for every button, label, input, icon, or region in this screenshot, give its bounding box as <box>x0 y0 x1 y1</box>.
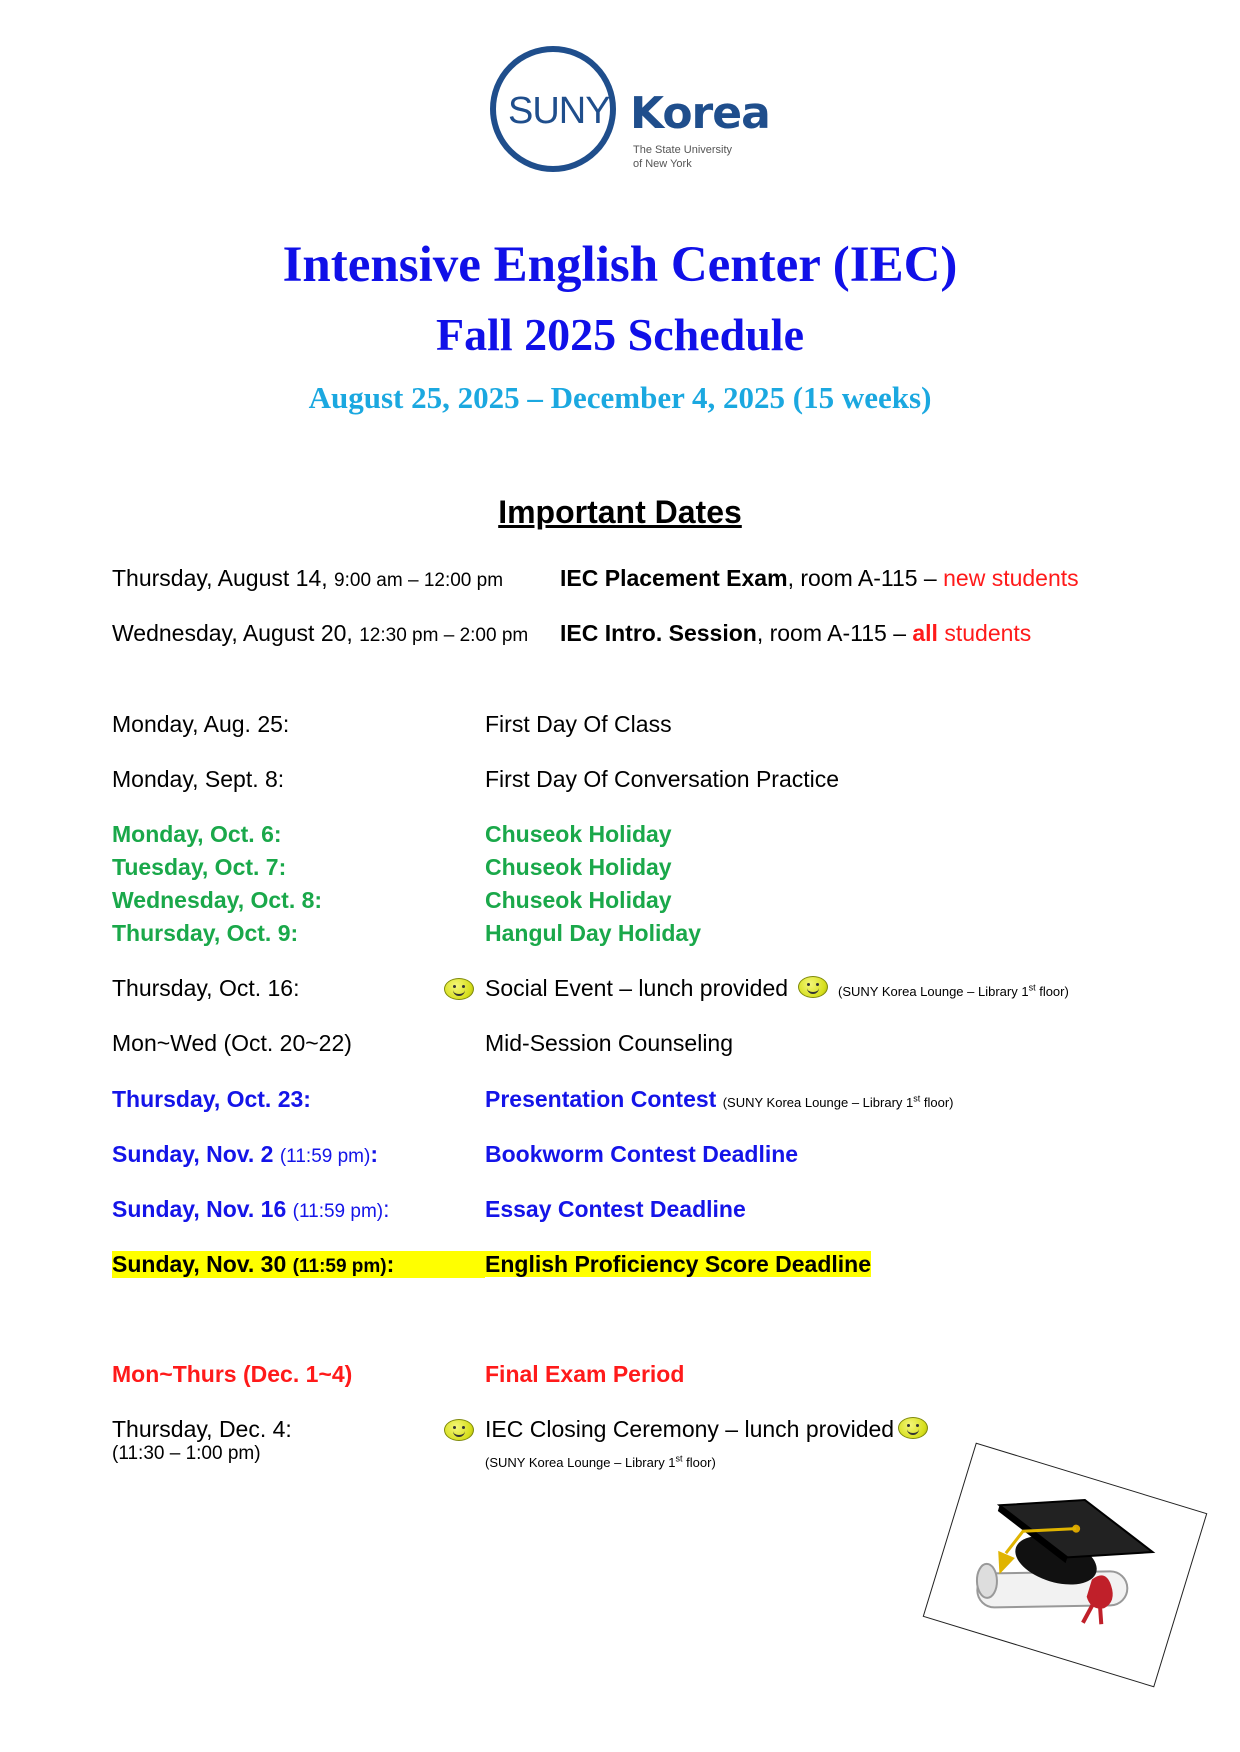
holiday-event: Chuseok Holiday <box>485 887 672 913</box>
location-text: (SUNY Korea Lounge – Library 1 <box>722 1095 914 1110</box>
essay-time: (11:59 pm) <box>292 1201 384 1222</box>
placement-audience: new students <box>943 565 1079 591</box>
important-dates-heading: Important Dates <box>498 494 742 530</box>
holiday-event: Chuseok Holiday <box>485 821 672 847</box>
location-text: (SUNY Korea Lounge – Library 1 <box>838 984 1029 999</box>
social-location <box>838 984 1069 999</box>
graduation-cap-icon <box>924 1444 1206 1686</box>
logo-korea: Korea <box>630 88 770 139</box>
intro-time: 12:30 pm – 2:00 pm <box>359 625 529 646</box>
colon: : <box>386 1251 395 1277</box>
placement-time: 9:00 am – 12:00 pm <box>334 570 504 591</box>
first-class-event: First Day Of Class <box>485 711 672 737</box>
counseling-row <box>112 1030 734 1057</box>
closing-location <box>485 1446 716 1473</box>
intro-day: Wednesday, August 20, <box>112 620 360 646</box>
location-sup: st <box>913 1093 921 1104</box>
bookworm-time: (11:59 pm) <box>279 1146 371 1167</box>
presentation-row <box>112 1086 954 1113</box>
presentation-location <box>723 1095 954 1110</box>
presentation-date: Thursday, Oct. 23: <box>112 1086 311 1112</box>
location-text: floor) <box>920 1095 954 1110</box>
conversation-row <box>112 766 840 793</box>
proficiency-date: Sunday, Nov. 30 <box>112 1251 287 1277</box>
proficiency-row <box>112 1251 871 1278</box>
holiday-date: Monday, Oct. 6: <box>112 821 282 847</box>
date-range: August 25, 2025 – December 4, 2025 (15 weeks) <box>308 380 932 415</box>
placement-day: Thursday, August 14, <box>112 565 335 591</box>
presentation-event: Presentation Contest <box>485 1086 717 1112</box>
first-class-date: Monday, Aug. 25: <box>112 711 290 737</box>
graduation-cap-picture <box>923 1443 1208 1688</box>
counseling-event: Mid-Session Counseling <box>485 1030 734 1056</box>
placement-event: IEC Placement Exam <box>560 565 788 591</box>
placement-room: , room A-115 – <box>787 565 944 591</box>
bookworm-row <box>112 1141 799 1168</box>
conversation-date: Monday, Sept. 8: <box>112 766 285 792</box>
smiley-icon <box>898 1417 928 1439</box>
social-date: Thursday, Oct. 16: <box>112 975 300 1001</box>
first-class-row <box>112 711 672 738</box>
location-text: floor) <box>682 1455 716 1470</box>
closing-time: (11:30 – 1:00 pm) <box>112 1443 261 1464</box>
center-title: Intensive English Center (IEC) <box>282 237 958 293</box>
essay-event: Essay Contest Deadline <box>485 1196 746 1222</box>
holiday-row <box>112 920 701 947</box>
closing-date: Thursday, Dec. 4: <box>112 1416 292 1442</box>
location-text: (SUNY Korea Lounge – Library 1 <box>485 1455 676 1470</box>
logo-tagline-2: of New York <box>633 158 692 170</box>
social-event-row <box>112 975 1069 1002</box>
intro-event: IEC Intro. Session <box>560 620 757 646</box>
closing-row <box>112 1416 895 1443</box>
holiday-date: Thursday, Oct. 9: <box>112 920 299 946</box>
suny-korea-logo <box>480 44 780 194</box>
colon: : <box>383 1196 390 1222</box>
location-sup: st <box>675 1453 683 1464</box>
holiday-row <box>112 821 672 848</box>
intro-room: , room A-115 – <box>756 620 913 646</box>
holiday-date: Wednesday, Oct. 8: <box>112 887 323 913</box>
closing-event: IEC Closing Ceremony – lunch provided <box>485 1416 895 1442</box>
holiday-event: Chuseok Holiday <box>485 854 672 880</box>
holiday-date: Tuesday, Oct. 7: <box>112 854 287 880</box>
intro-session-row <box>112 620 1032 647</box>
logo-tagline-1: The State University <box>633 144 733 156</box>
smiley-icon <box>444 1419 474 1441</box>
smiley-icon <box>444 978 474 1000</box>
finals-date: Mon~Thurs (Dec. 1~4) <box>112 1361 353 1387</box>
finals-row <box>112 1361 685 1388</box>
holiday-event: Hangul Day Holiday <box>485 920 701 946</box>
intro-audience: students <box>937 620 1032 646</box>
intro-audience-bold: all <box>912 620 938 646</box>
conversation-event: First Day Of Conversation Practice <box>485 766 840 792</box>
social-event: Social Event – lunch provided <box>485 975 789 1001</box>
bookworm-date: Sunday, Nov. 2 <box>112 1141 274 1167</box>
holiday-row <box>112 854 672 881</box>
schedule-title: Fall 2025 Schedule <box>435 309 805 360</box>
bookworm-event: Bookworm Contest Deadline <box>485 1141 799 1167</box>
smiley-icon <box>798 976 828 998</box>
counseling-date: Mon~Wed (Oct. 20~22) <box>112 1030 352 1056</box>
essay-row <box>112 1196 746 1223</box>
proficiency-time: (11:59 pm) <box>292 1256 387 1277</box>
finals-event: Final Exam Period <box>485 1361 685 1387</box>
location-text: floor) <box>1035 984 1069 999</box>
location-sup: st <box>1028 982 1036 993</box>
essay-date: Sunday, Nov. 16 <box>112 1196 287 1222</box>
proficiency-event: English Proficiency Score Deadline <box>485 1251 872 1277</box>
placement-exam-row <box>112 565 1079 592</box>
colon: : <box>370 1141 378 1167</box>
holiday-row <box>112 887 672 914</box>
logo-suny: SUNY <box>508 90 610 132</box>
